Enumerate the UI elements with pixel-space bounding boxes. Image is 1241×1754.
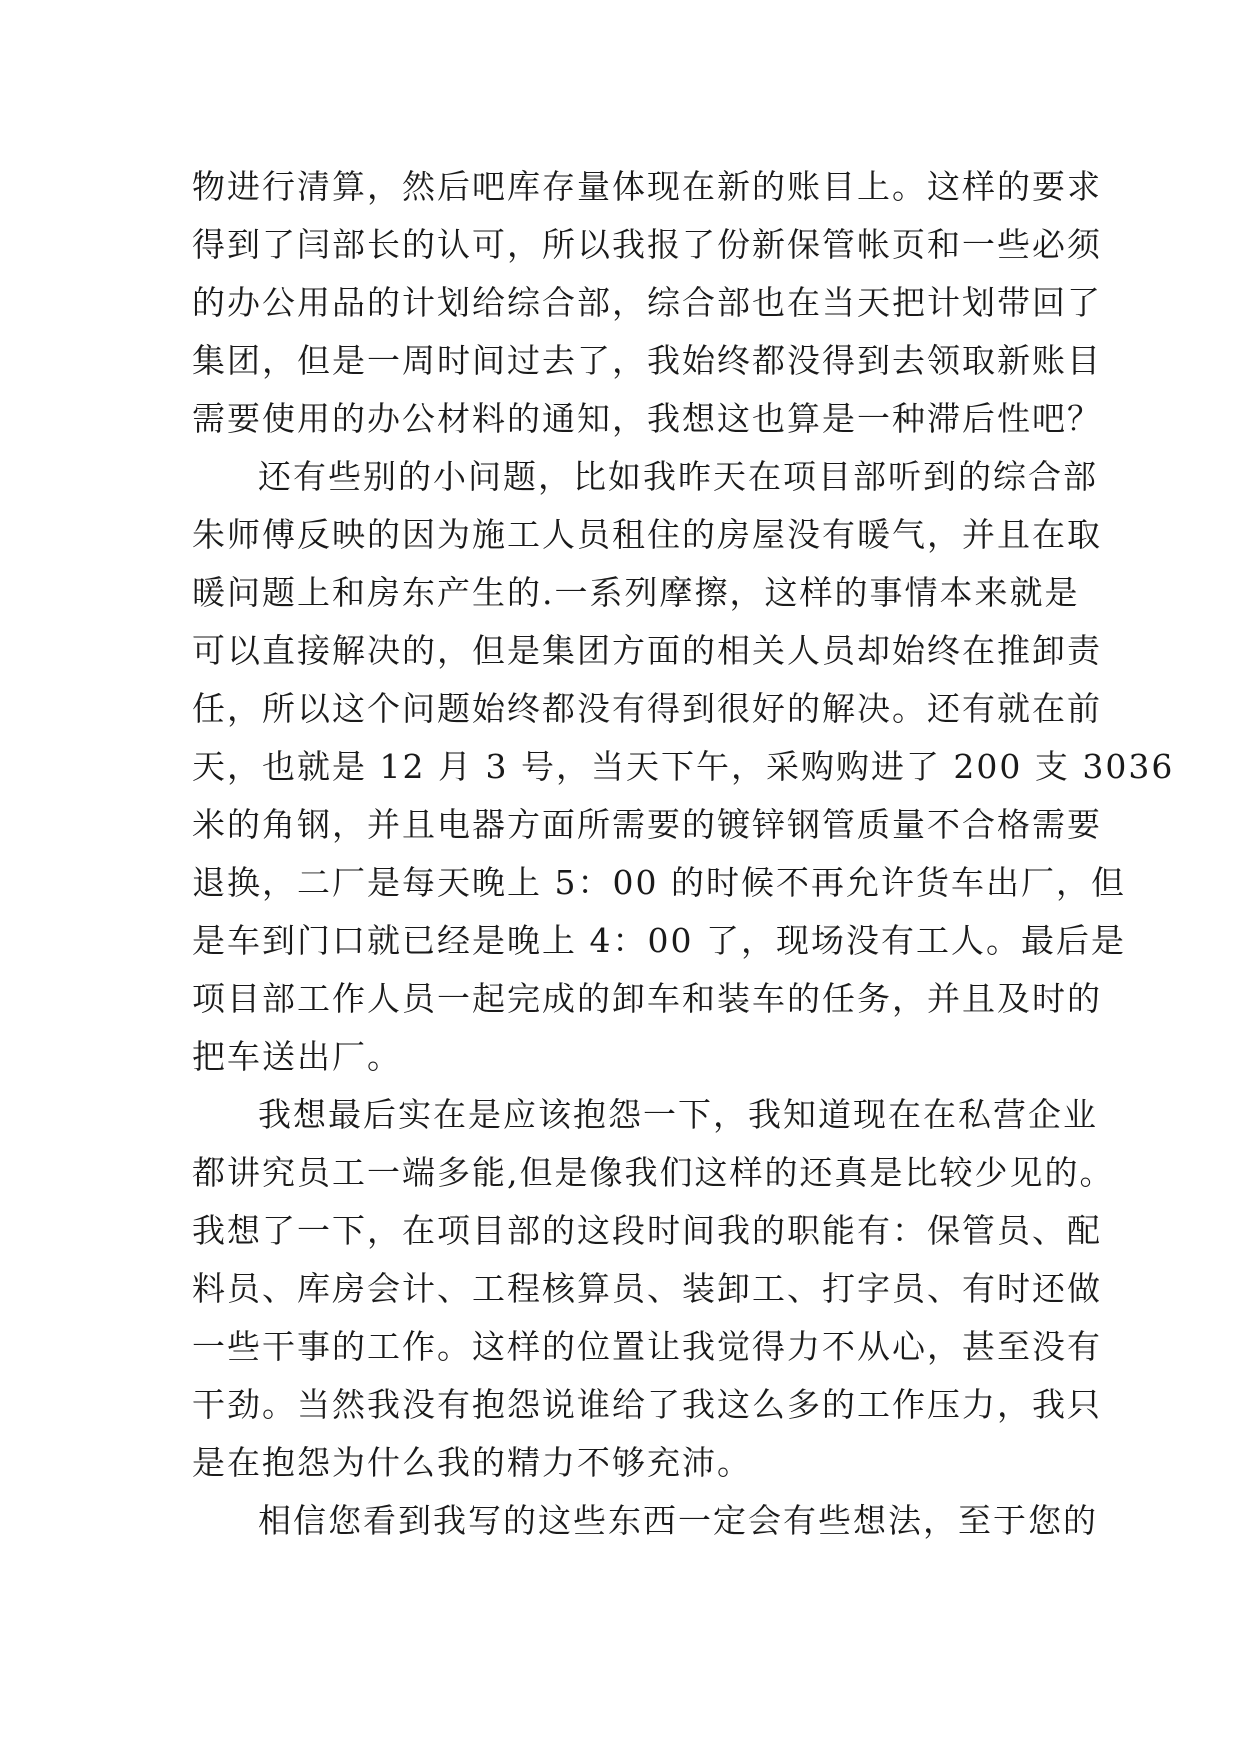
text-line: 一些干事的工作。这样的位置让我觉得力不从心，甚至没有 xyxy=(192,1327,1102,1366)
text-line: 任，所以这个问题始终都没有得到很好的解决。还有就在前 xyxy=(192,689,1102,728)
text-line: 料员、库房会计、工程核算员、装卸工、打字员、有时还做 xyxy=(192,1269,1102,1308)
text-line: 是在抱怨为什么我的精力不够充沛。 xyxy=(192,1443,752,1482)
paragraph-first-line: 还有些别的小问题，比如我昨天在项目部听到的综合部 xyxy=(258,457,1098,496)
text-line: 的办公用品的计划给综合部，综合部也在当天把计划带回了 xyxy=(192,283,1102,322)
text-line: 都讲究员工一端多能,但是像我们这样的还真是比较少见的。 xyxy=(192,1153,1115,1192)
text-line: 可以直接解决的，但是集团方面的相关人员却始终在推卸责 xyxy=(192,631,1102,670)
text-line: 米的角钢，并且电器方面所需要的镀锌钢管质量不合格需要 xyxy=(192,805,1102,844)
text-line: 得到了闫部长的认可，所以我报了份新保管帐页和一些必须 xyxy=(192,225,1102,264)
text-line: 集团，但是一周时间过去了，我始终都没得到去领取新账目 xyxy=(192,341,1102,380)
text-line: 天，也就是 12 月 3 号，当天下午，采购购进了 200 支 3036 xyxy=(192,747,1175,786)
text-line: 我想了一下，在项目部的这段时间我的职能有：保管员、配 xyxy=(192,1211,1102,1250)
text-line: 需要使用的办公材料的通知，我想这也算是一种滞后性吧？ xyxy=(192,399,1102,438)
text-line: 物进行清算，然后吧库存量体现在新的账目上。这样的要求 xyxy=(192,167,1102,206)
text-line: 项目部工作人员一起完成的卸车和装车的任务，并且及时的 xyxy=(192,979,1102,1018)
paragraph-first-line: 我想最后实在是应该抱怨一下，我知道现在在私营企业 xyxy=(258,1095,1098,1134)
text-line: 暖问题上和房东产生的.一系列摩擦，这样的事情本来就是 xyxy=(192,573,1080,612)
text-line: 退换，二厂是每天晚上 5：00 的时候不再允许货车出厂，但 xyxy=(192,863,1126,902)
paragraph-first-line: 相信您看到我写的这些东西一定会有些想法，至于您的 xyxy=(258,1501,1098,1540)
text-line: 是车到门口就已经是晚上 4：00 了，现场没有工人。最后是 xyxy=(192,921,1126,960)
text-line: 朱师傅反映的因为施工人员租住的房屋没有暖气，并且在取 xyxy=(192,515,1102,554)
text-line: 把车送出厂。 xyxy=(192,1037,402,1076)
text-line: 干劲。当然我没有抱怨说谁给了我这么多的工作压力，我只 xyxy=(192,1385,1102,1424)
body-text xyxy=(192,158,1175,1550)
